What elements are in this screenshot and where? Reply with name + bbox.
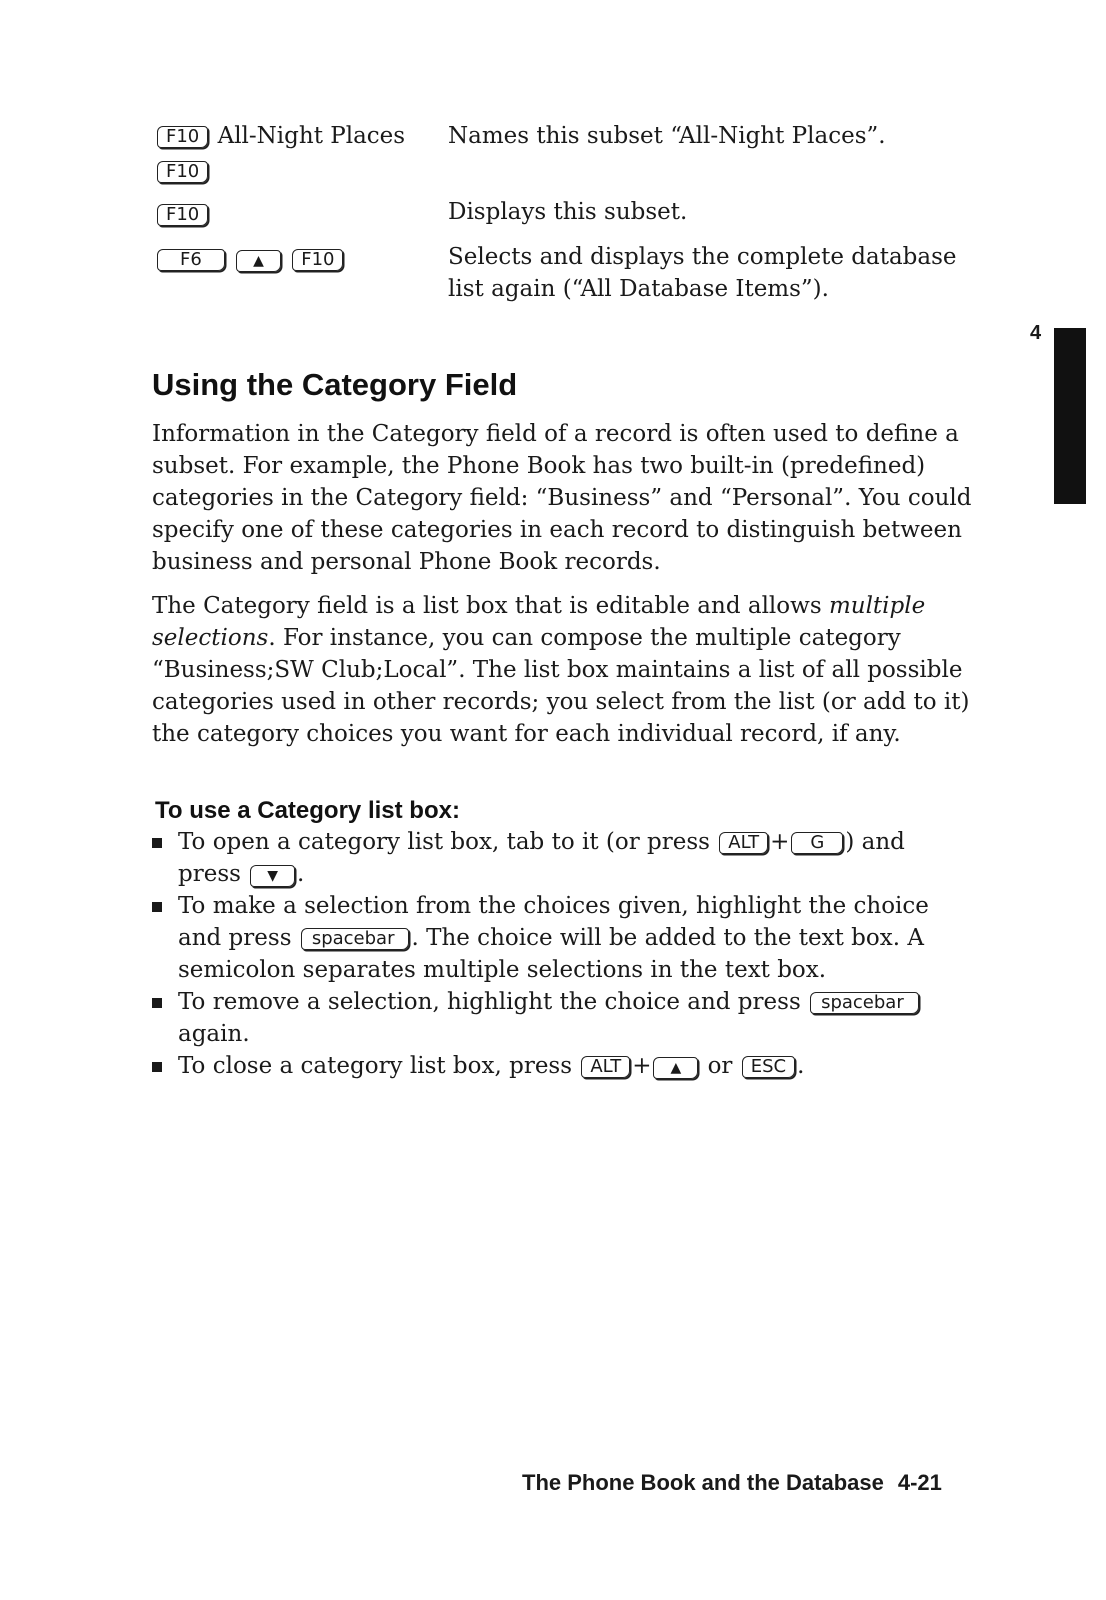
table-row-1-desc: Names this subset “All-Night Places”. [448, 123, 886, 149]
page-footer [522, 1470, 942, 1496]
key-f10: F10 [157, 204, 208, 226]
list-item-text: To close a category list box, press [178, 1053, 580, 1079]
paragraph-2-end: . For instance, you can compose the multiple category “Business;SW Club;Local”. The list box maintains a list of all possible categories used in other records; you select from the list (or add to it) the category choices you want for each individual record, if any. [152, 625, 970, 747]
up-arrow-key-icon: ▲ [653, 1057, 698, 1079]
paragraph-2-italic: multiple selections [152, 593, 926, 651]
bullet-icon [152, 1062, 162, 1072]
bullet-icon [152, 998, 162, 1008]
list-item [152, 826, 958, 890]
list-item-text: . [797, 1053, 805, 1079]
down-arrow-key-icon: ▼ [250, 865, 295, 887]
list-item [152, 986, 958, 1050]
table-row-3-desc: Displays this subset. [448, 199, 688, 225]
table-row-1-typed-text: All-Night Places [217, 123, 406, 149]
key-g: G [791, 832, 843, 854]
up-arrow-key-icon: ▲ [236, 250, 281, 272]
list-item [152, 1050, 1038, 1082]
key-f10: F10 [157, 161, 208, 183]
list-item [152, 890, 978, 986]
key-spacebar: spacebar [301, 928, 410, 950]
key-f6: F6 [157, 249, 225, 271]
table-row-2-keys [155, 155, 210, 187]
list-item-text: again. [178, 1021, 250, 1047]
table-row-1-keys [155, 120, 405, 152]
paragraph-1: Information in the Category field of a record is often used to define a subset. For example, the Phone Book has two built-in (predefined) categories in the Category field: “Business” and “Personal”. You could specify one of these categories in each record to distinguish between business and personal Phone Book records. [152, 421, 972, 575]
table-row-4-desc: Selects and displays the complete database list again (“All Database Items”). [448, 244, 957, 302]
subheading: To use a Category list box: [155, 797, 460, 824]
section-heading: Using the Category Field [152, 367, 518, 402]
list-item-text: . The choice will be added to the text box. A semicolon separates multiple selections in the text box. [178, 925, 924, 983]
table-row-3-keys [155, 198, 210, 230]
list-item-text: or [700, 1053, 740, 1079]
list-item-text: ) and press [178, 829, 905, 887]
paragraph-2 [152, 590, 997, 750]
key-f10: F10 [157, 126, 208, 148]
footer-title: The Phone Book and the Database [522, 1470, 884, 1495]
list-item-text: . [297, 861, 305, 887]
table-row-4-keys [155, 243, 345, 275]
list-item-text: To remove a selection, highlight the choice and press [178, 989, 809, 1015]
paragraph-2-start: The Category field is a list box that is editable and allows [152, 593, 829, 619]
key-alt: ALT [719, 832, 768, 854]
chapter-thumb-tab [1054, 328, 1086, 504]
chapter-number: 4 [1030, 322, 1042, 344]
list-item-text: To open a category list box, tab to it (or press [178, 829, 718, 855]
page-number: 4-21 [897, 1470, 942, 1495]
list-item-text: To make a selection from the choices given, highlight the choice and press [178, 893, 929, 951]
key-spacebar: spacebar [810, 992, 919, 1014]
key-esc: ESC [742, 1056, 795, 1078]
bullet-icon [152, 902, 162, 912]
plus-sign: + [632, 1053, 652, 1079]
instruction-list [152, 826, 1012, 1082]
bullet-icon [152, 838, 162, 848]
key-f10: F10 [292, 249, 343, 271]
plus-sign: + [770, 829, 790, 855]
key-alt: ALT [581, 1056, 630, 1078]
